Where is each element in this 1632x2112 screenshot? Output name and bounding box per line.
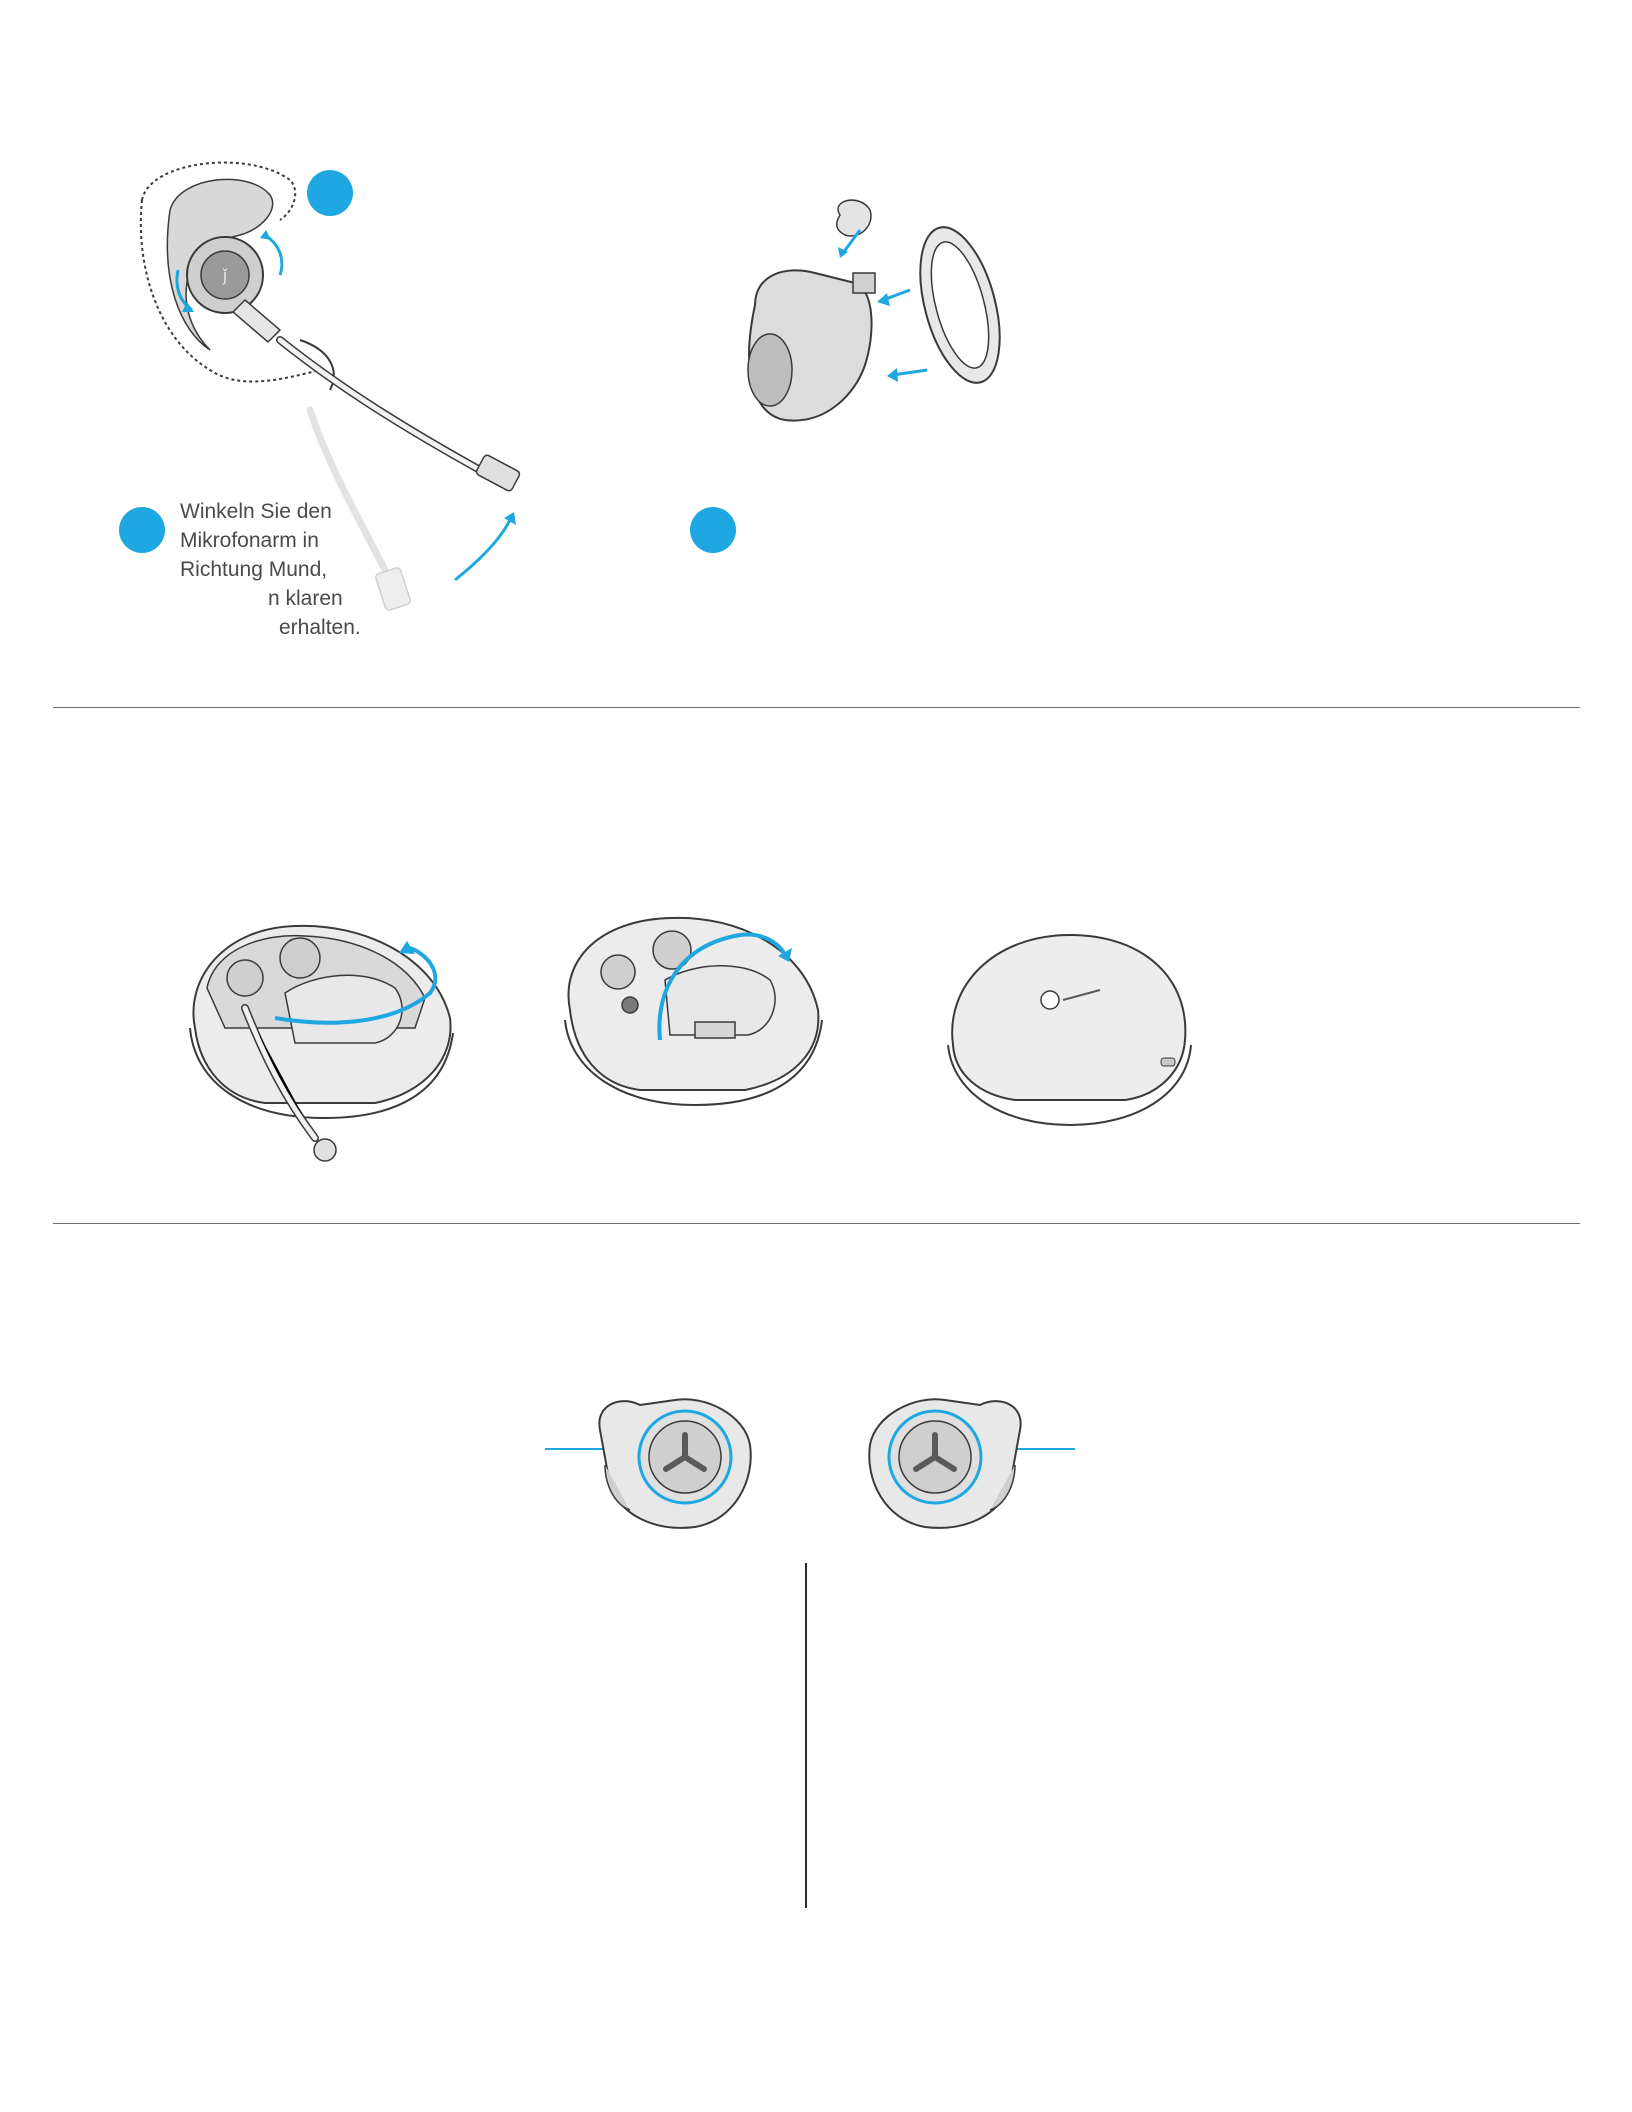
caption-line: erhalten. [279,616,361,639]
caption-line: Mikrofonarm in [180,529,319,552]
step-number-2-marker [119,507,165,553]
eartip-illustration [735,195,1005,440]
svg-text:ǰ: ǰ [222,266,228,285]
caption-line: n klaren [268,587,343,610]
caption-line: Richtung Mund, [180,558,328,581]
left-earbud-touch-illustration [545,1385,760,1530]
step-number-1-marker [307,170,353,216]
case-closed-illustration [945,925,1195,1130]
step-number-3-marker [690,507,736,553]
caption-line: Winkeln Sie den [180,500,332,523]
case-open-illustration [560,900,830,1115]
mic-arm-caption [180,497,380,642]
case-open-with-mic-illustration [185,918,465,1173]
column-divider [805,1563,807,1908]
right-earbud-touch-illustration [860,1385,1075,1530]
section-divider [53,707,1580,708]
section-divider [53,1223,1580,1224]
